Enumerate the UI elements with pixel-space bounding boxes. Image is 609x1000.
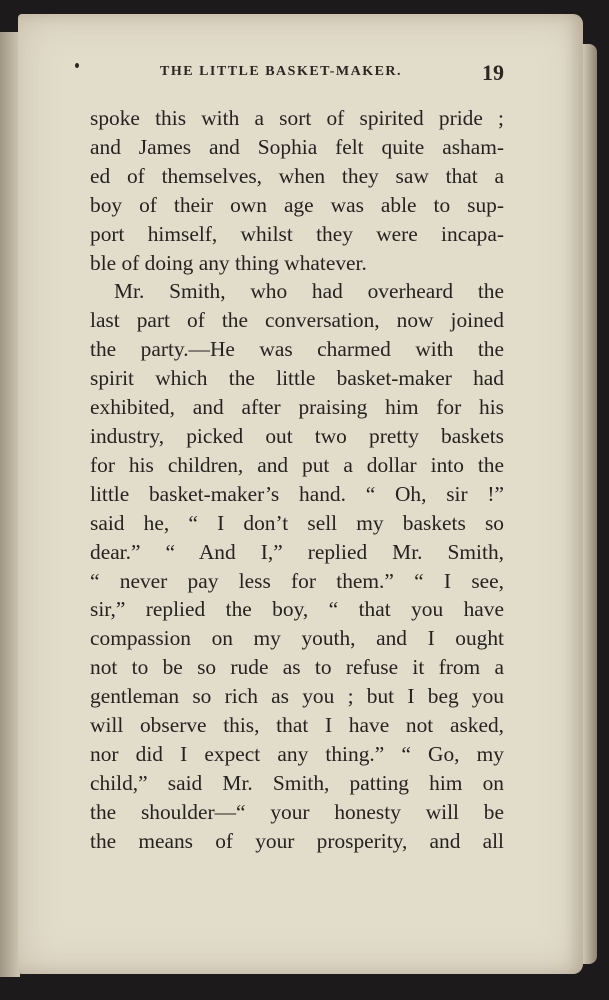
ink-speck (75, 63, 79, 68)
page-header (160, 62, 510, 92)
text-line: gentleman so rich as you ; but I beg you (90, 684, 504, 709)
text-line: industry, picked out two pretty baskets (90, 423, 504, 448)
text-line: the means of your prosperity, and all (90, 828, 504, 853)
text-line: spoke this with a sort of spirited pride ; (90, 106, 504, 130)
text-line: sir,” replied the boy, “ that you have (90, 597, 504, 622)
text-line: and James and Sophia felt quite asham- (90, 134, 504, 159)
text-line: nor did I expect any thing.” “ Go, my (90, 741, 504, 766)
text-line: child,” said Mr. Smith, patting him on (90, 770, 504, 795)
text-line: boy of their own age was able to sup- (90, 192, 504, 217)
text-line: the shoulder—“ your honesty will be (90, 799, 504, 824)
page-number: 19 (482, 60, 504, 85)
text-line: exhibited, and after praising him for his (90, 395, 504, 420)
text-line: ed of themselves, when they saw that a (90, 163, 504, 188)
facing-page-edge (0, 32, 20, 977)
text-line: “ never pay less for them.” “ I see, (90, 568, 504, 593)
text-line: the party.—He was charmed with the (90, 337, 504, 362)
text-line: port himself, whilst they were incapa- (90, 221, 504, 246)
text-line: ble of doing any thing whatever. (90, 250, 367, 275)
text-line: dear.” “ And I,” replied Mr. Smith, (90, 539, 504, 564)
running-title: THE LITTLE BASKET-MAKER. (160, 64, 403, 79)
text-line: compassion on my youth, and I ought (90, 626, 504, 651)
body-text (90, 104, 504, 856)
text-line: for his children, and put a dollar into the (90, 452, 504, 477)
text-line: little basket-maker’s hand. “ Oh, sir !” (90, 481, 504, 506)
text-line: not to be so rude as to refuse it from a (90, 655, 504, 680)
text-line: will observe this, that I have not asked, (90, 713, 504, 738)
text-line: last part of the conversation, now joined (90, 308, 504, 333)
text-line: Mr. Smith, who had overheard the (114, 279, 504, 304)
text-line: said he, “ I don’t sell my baskets so (90, 510, 504, 535)
page-stack-edge (583, 44, 597, 964)
text-line: spirit which the little basket-maker had (90, 366, 504, 391)
